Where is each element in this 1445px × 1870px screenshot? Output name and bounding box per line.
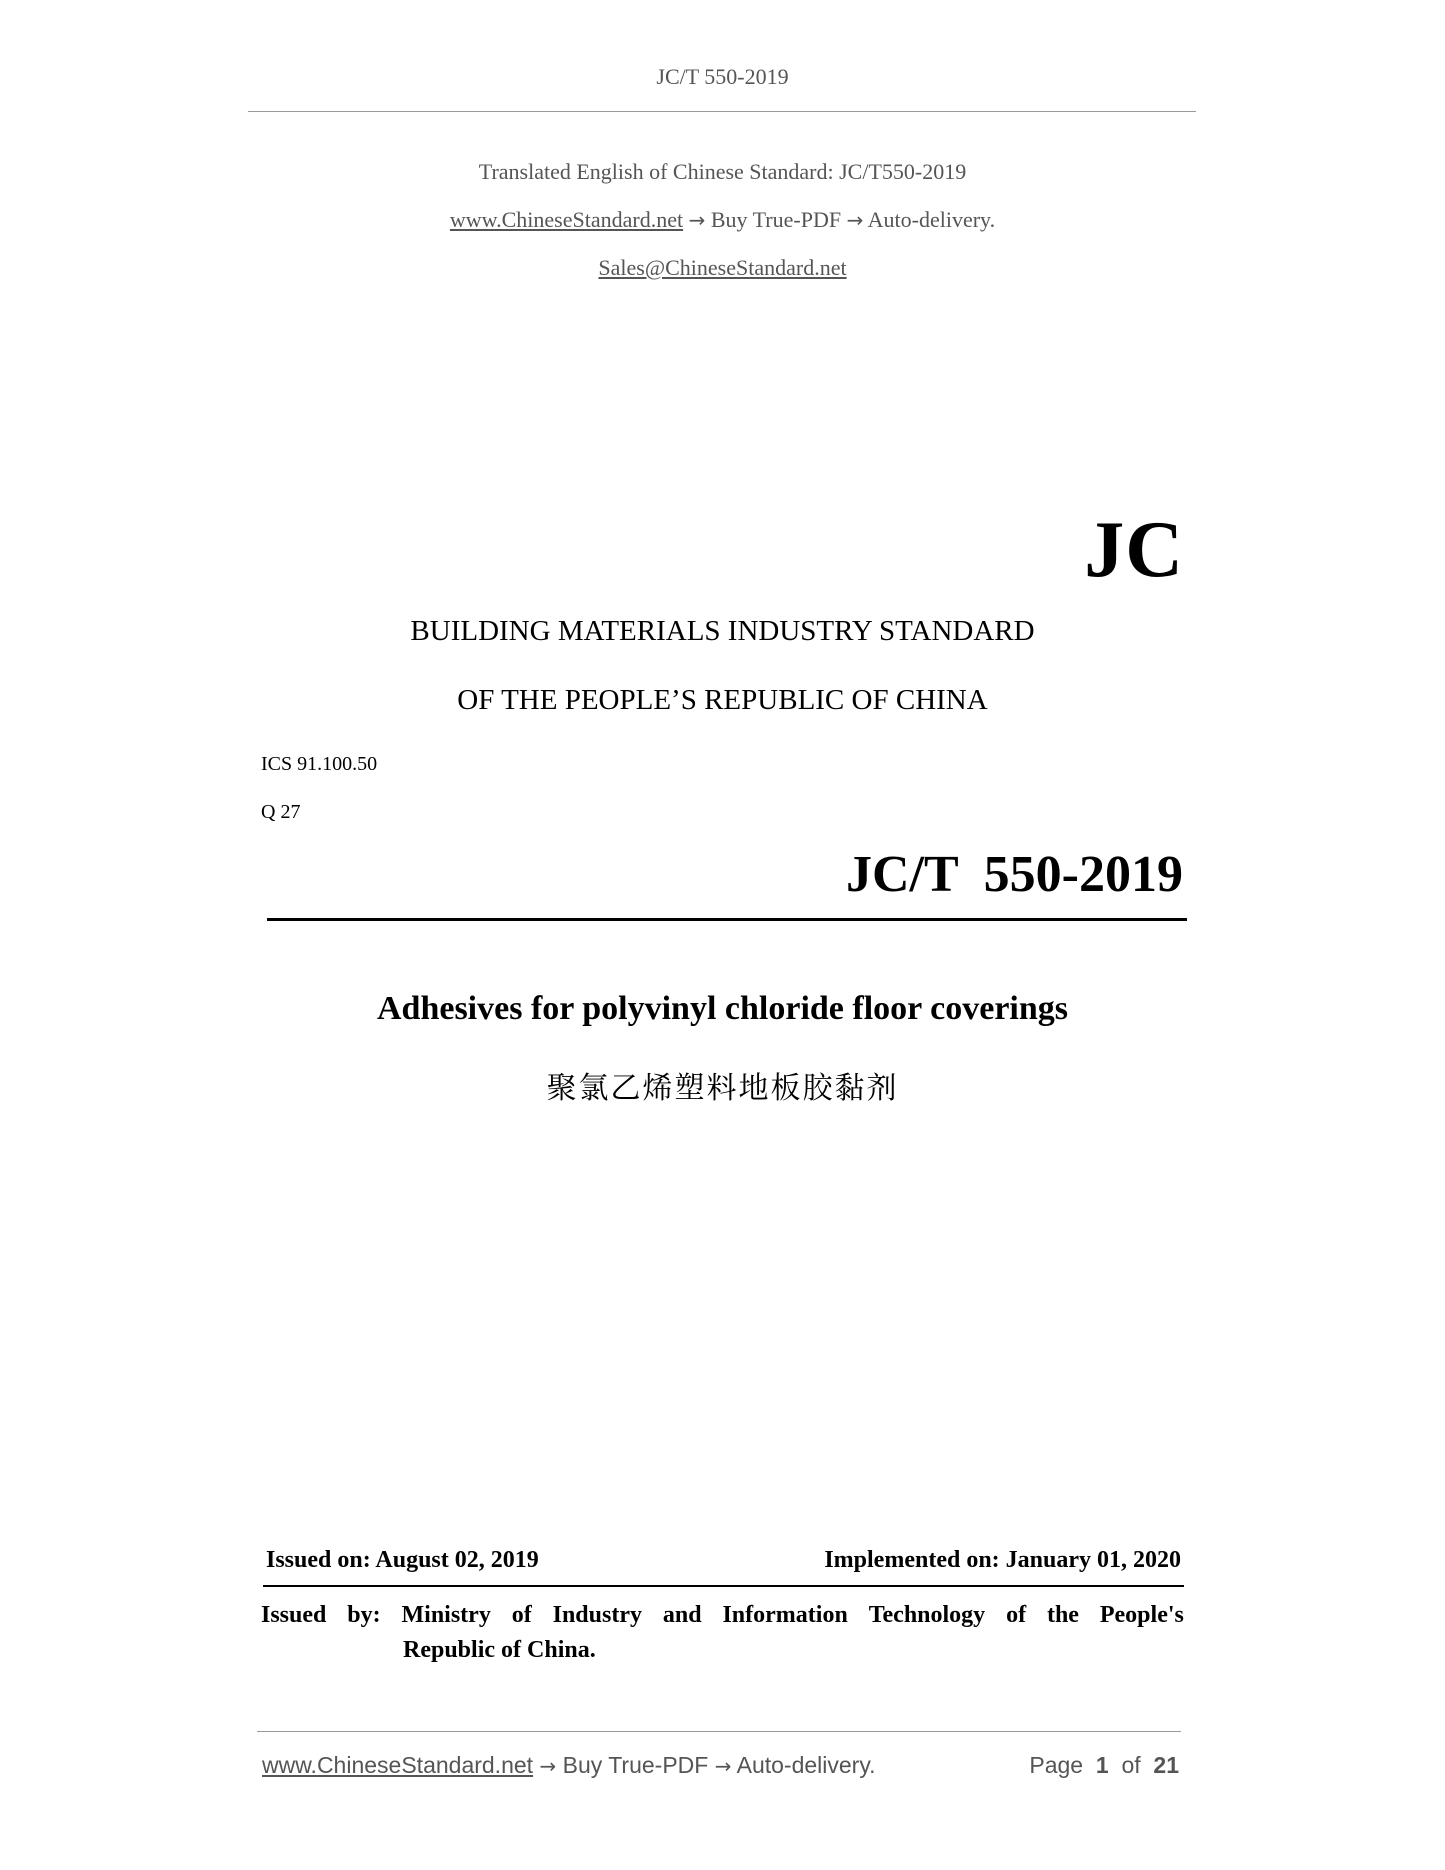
page-current: 1 xyxy=(1095,1752,1109,1778)
sales-email-link[interactable]: Sales@ChineseStandard.net xyxy=(598,255,847,280)
issued-by-word: by: xyxy=(347,1602,381,1628)
issued-by-line1 xyxy=(261,1598,1184,1633)
standard-number: JC/T 550-2019 xyxy=(845,846,1183,903)
standard-category-line2: OF THE PEOPLE’S REPUBLIC OF CHINA xyxy=(457,684,988,716)
of-label: of xyxy=(1121,1752,1141,1778)
page-total: 21 xyxy=(1153,1752,1179,1778)
org-code-logo: JC xyxy=(1084,506,1184,594)
footer-divider xyxy=(257,1731,1181,1732)
issued-by-word: Ministry xyxy=(401,1602,491,1628)
issued-by-word: Issued xyxy=(261,1602,327,1628)
issued-by-word: the xyxy=(1046,1602,1079,1628)
issued-by-word: Technology xyxy=(868,1602,986,1628)
issued-by xyxy=(261,1598,1184,1668)
document-title-en: Adhesives for polyvinyl chloride floor coverings xyxy=(376,990,1068,1027)
arrow-right-icon: → xyxy=(539,1754,557,1778)
header-divider xyxy=(248,111,1196,112)
standard-category-line1: BUILDING MATERIALS INDUSTRY STANDARD xyxy=(410,615,1035,647)
ics-code: ICS 91.100.50 xyxy=(261,753,378,775)
arrow-right-icon: → xyxy=(688,208,706,232)
purchase-line xyxy=(0,207,1445,233)
ccs-code: Q 27 xyxy=(261,801,301,823)
issue-divider xyxy=(263,1585,1184,1587)
issued-by-word: Information xyxy=(722,1602,848,1628)
translation-notice: Translated English of Chinese Standard: JC/T550-2019 xyxy=(478,159,967,184)
title-divider xyxy=(267,918,1187,921)
footer-buy-text: Buy True-PDF xyxy=(562,1752,709,1778)
issued-by-word: and xyxy=(662,1602,702,1628)
implemented-on: Implemented on: January 01, 2020 xyxy=(824,1547,1181,1573)
running-header: JC/T 550-2019 xyxy=(656,64,789,89)
issued-by-word: of xyxy=(511,1602,532,1628)
email-line xyxy=(0,255,1445,281)
arrow-right-icon: → xyxy=(714,1754,732,1778)
auto-delivery-text: Auto-delivery. xyxy=(867,207,996,232)
issued-by-line2: Republic of China. xyxy=(403,1637,596,1663)
page-label: Page xyxy=(1029,1752,1084,1778)
issued-by-word: People's xyxy=(1099,1602,1184,1628)
issued-on: Issued on: August 02, 2019 xyxy=(266,1547,539,1573)
arrow-right-icon: → xyxy=(846,208,864,232)
issued-by-word: Industry xyxy=(552,1602,642,1628)
footer-purchase-line xyxy=(262,1752,876,1779)
site-link[interactable]: www.ChineseStandard.net xyxy=(449,207,684,232)
buy-text: Buy True-PDF xyxy=(710,207,842,232)
issued-by-word: of xyxy=(1006,1602,1027,1628)
footer-auto-delivery-text: Auto-delivery. xyxy=(736,1752,876,1778)
document-title-cn: 聚氯乙烯塑料地板胶黏剂 xyxy=(546,1071,899,1106)
page-indicator xyxy=(1029,1752,1179,1779)
footer-site-link[interactable]: www.ChineseStandard.net xyxy=(262,1752,534,1778)
